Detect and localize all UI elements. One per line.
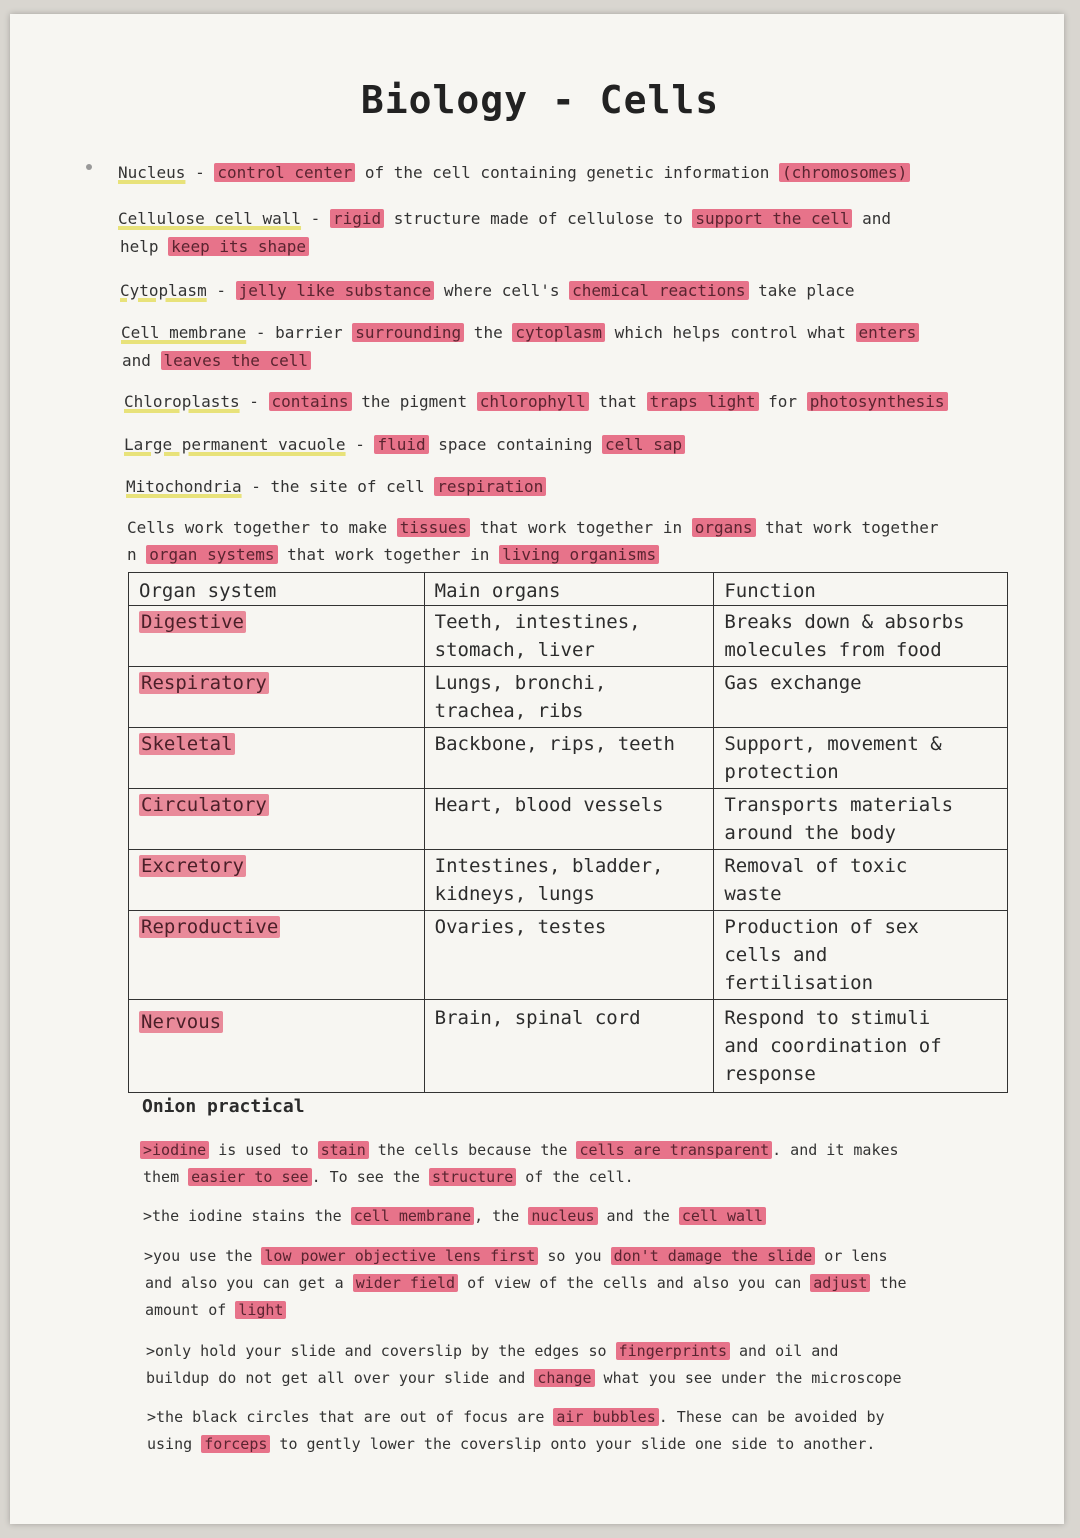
function-text: response [724, 1063, 816, 1085]
system-name: Digestive [141, 611, 244, 633]
system-name: Reproductive [141, 916, 279, 938]
function-text: Gas exchange [724, 672, 862, 694]
organs-text: Backbone, rips, teeth [434, 733, 675, 755]
function-text: cells and [724, 944, 828, 966]
page-title: Biology - Cells [360, 78, 720, 122]
function-text: Transports materials [724, 794, 954, 816]
header-main-organs: Main organs [424, 573, 714, 606]
def-cytoplasm: Cytoplasm - jelly like substance where cell's chemical reactions take place [120, 281, 855, 300]
function-text: Production of sex [724, 916, 919, 938]
onion-p4-line2: buildup do not get all over your slide and change what you see under the microscope [146, 1369, 902, 1387]
organs-text: Lungs, bronchi, [434, 672, 607, 694]
onion-p3-line3: amount of light [145, 1297, 286, 1323]
function-text: Breaks down & absorbs [724, 611, 965, 633]
hierarchy-line-2: n organ systems that work together in living organisms [127, 541, 659, 568]
organs-text: trachea, ribs [434, 700, 584, 722]
def-cell-wall-cont: help keep its shape [120, 233, 309, 260]
system-name: Circulatory [141, 794, 267, 816]
onion-p5-line2: using forceps to gently lower the coverslip onto your slide one side to another. [147, 1435, 876, 1453]
header-organ-system: Organ system [129, 573, 425, 606]
function-text: around the body [724, 822, 896, 844]
table-row [129, 728, 1008, 789]
function-text: Removal of toxic [724, 855, 908, 877]
def-vacuole: Large permanent vacuole - fluid space containing cell sap [124, 431, 685, 458]
onion-practical-heading: Onion practical [142, 1096, 305, 1117]
table-row [129, 911, 1008, 1000]
organ-systems-table [128, 572, 1008, 1093]
bullet-dot [86, 164, 92, 170]
onion-p1-line2: them easier to see . To see the structure of the cell. [143, 1168, 634, 1186]
organs-text: Teeth, intestines, [434, 611, 641, 633]
def-membrane-cont: and leaves the cell [122, 347, 311, 374]
system-name: Respiratory [141, 672, 267, 694]
function-text: fertilisation [724, 972, 874, 994]
header-function: Function [714, 573, 1008, 606]
function-text: Respond to stimuli [724, 1007, 931, 1029]
organs-text: Brain, spinal cord [434, 1007, 641, 1029]
system-name: Skeletal [141, 733, 233, 755]
table-row [129, 850, 1008, 911]
function-text: molecules from food [724, 639, 942, 661]
table-row [129, 667, 1008, 728]
function-text: and coordination of [724, 1035, 942, 1057]
table-row [129, 606, 1008, 667]
organs-text: Ovaries, testes [434, 916, 607, 938]
hierarchy-line-1: Cells work together to make tissues that work together in organs that work together [127, 518, 939, 537]
onion-p4-line1: >only hold your slide and coverslip by the edges so fingerprints and oil and [146, 1342, 839, 1360]
onion-p2: >the iodine stains the cell membrane , the nucleus and the cell wall [143, 1203, 766, 1229]
organs-text: Intestines, bladder, [434, 855, 664, 877]
table-row [129, 1000, 1008, 1093]
function-text: waste [724, 883, 782, 905]
system-name: Nervous [141, 1011, 222, 1033]
system-name: Excretory [141, 855, 244, 877]
def-chloroplasts: Chloroplasts - contains the pigment chlorophyll that traps light for photosynthesis [124, 388, 948, 415]
table-header-row [129, 573, 1008, 606]
onion-p5-line1: >the black circles that are out of focus are air bubbles . These can be avoided by [147, 1408, 885, 1426]
organs-text: stomach, liver [434, 639, 595, 661]
def-nucleus: Nucleus - control center of the cell containing genetic information (chromosomes) [118, 159, 910, 186]
def-cell-wall: Cellulose cell wall - rigid structure made of cellulose to support the cell and [118, 209, 892, 228]
def-membrane: Cell membrane - barrier surrounding the cytoplasm which helps control what enters [121, 319, 919, 346]
organs-text: Heart, blood vessels [434, 794, 664, 816]
onion-p3-line1: >you use the low power objective lens first so you don't damage the slide or lens [144, 1247, 888, 1265]
function-text: Support, movement & [724, 733, 942, 755]
def-mitochondria: Mitochondria - the site of cell respiration [126, 473, 546, 500]
organs-text: kidneys, lungs [434, 883, 595, 905]
function-text: protection [724, 761, 839, 783]
onion-p1-line1: >iodine is used to stain the cells because the cells are transparent . and it makes [140, 1137, 899, 1163]
onion-p3-line2: and also you can get a wider field of view of the cells and also you can adjust the [145, 1274, 907, 1292]
table-row [129, 789, 1008, 850]
